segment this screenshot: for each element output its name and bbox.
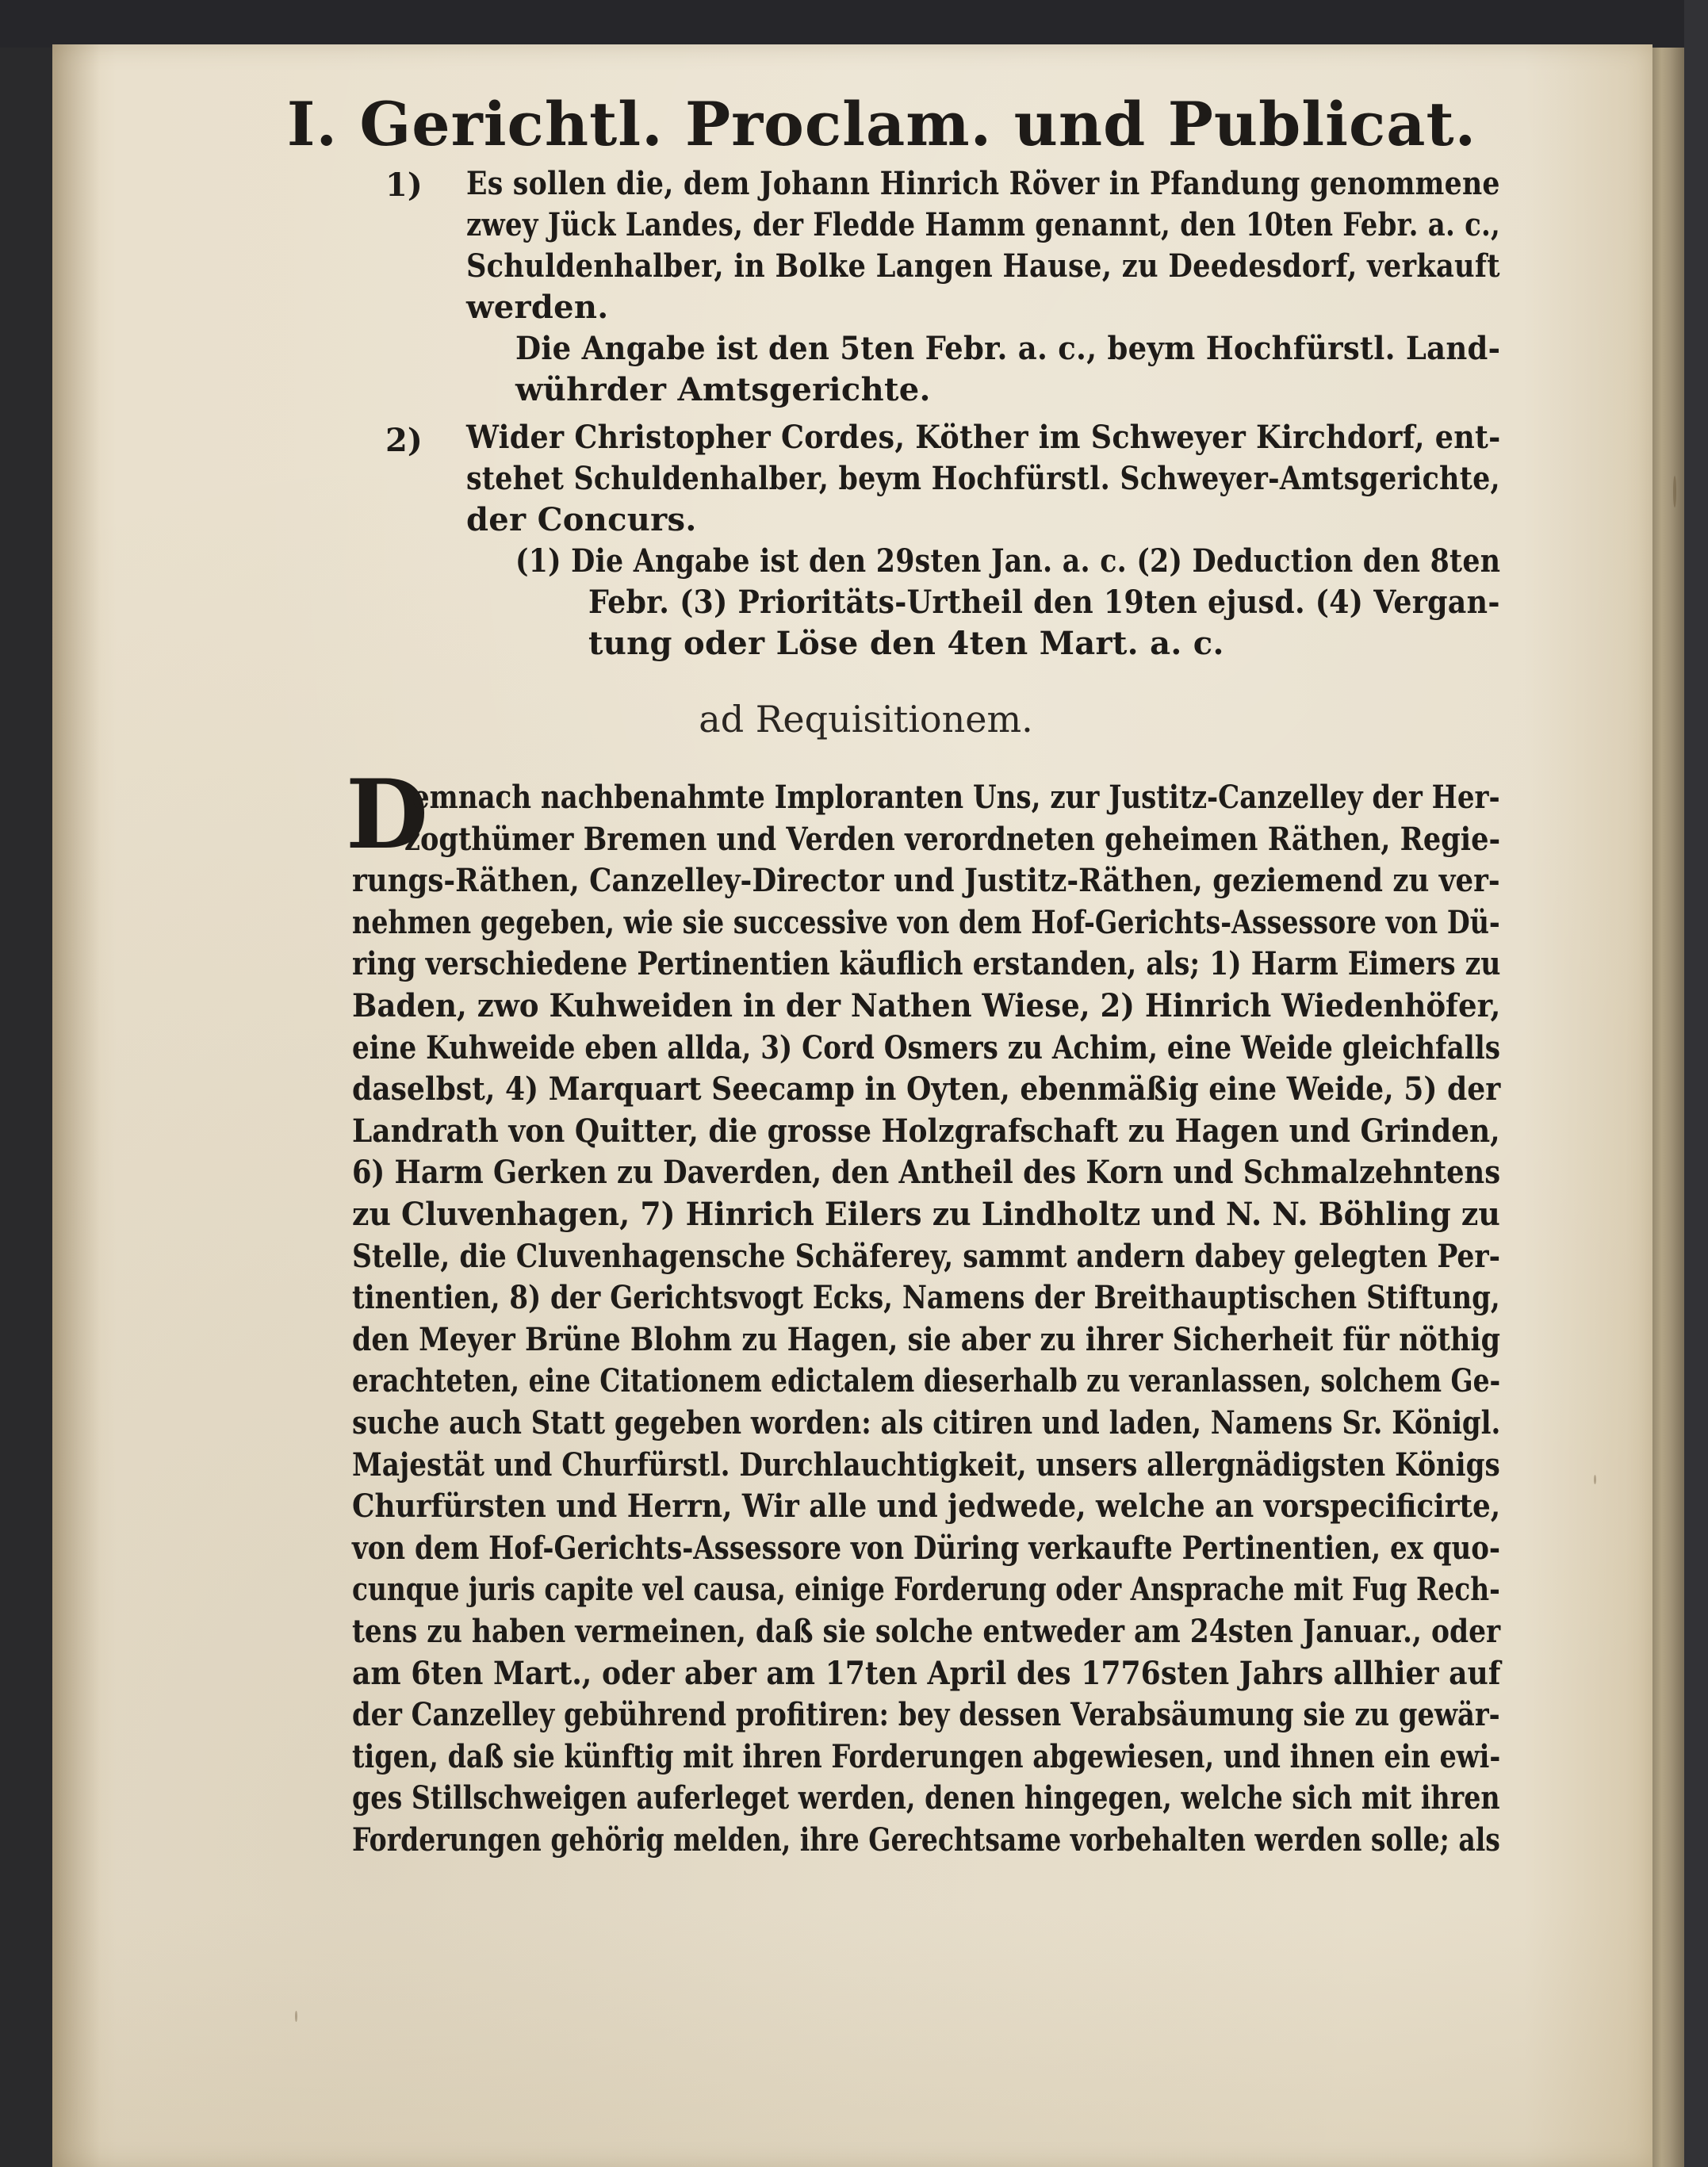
item1-subline: Die Angabe ist den 5ten Febr. a. c., beym Hochfürstl. Land- [515, 330, 1501, 367]
requisition-line: am 6ten Mart., oder aber am 17ten April des 1776sten Jahrs allhier auf [352, 1654, 1501, 1692]
requisition-line: ring verschiedene Pertinentien käuflich erstanden, als; 1) Harm Eimers zu [352, 945, 1501, 983]
requisition-line: zu Cluvenhagen, 7) Hinrich Eilers zu Lindholtz und N. N. Böhling zu [352, 1196, 1500, 1233]
page-lower-tone [52, 1911, 1652, 2167]
requisition-line: Forderungen gehörig melden, ihre Gerechtsame vorbehalten werden solle; als [352, 1821, 1500, 1859]
requisition-line: von dem Hof-Gerichts-Assessore von Düring verkaufte Pertinentien, ex quo- [352, 1529, 1501, 1567]
requisition-line: Baden, zwo Kuhweiden in der Nathen Wiese, 2) Hinrich Wiedenhöfer, [352, 987, 1501, 1024]
requisition-line: Stelle, die Cluvenhagensche Schäferey, sammt andern dabey gelegten Per- [352, 1237, 1501, 1275]
requisition-line: cunque juris capite vel causa, einige Forderung oder Ansprache mit Fug Rech- [352, 1571, 1500, 1609]
scan-background-top [0, 0, 1708, 48]
item2-line: der Concurs. [466, 501, 697, 538]
book-board-edge [1649, 48, 1684, 2167]
requisition-line: daselbst, 4) Marquart Seecamp in Oyten, ebenmäßig eine Weide, 5) der [352, 1070, 1501, 1108]
requisition-line: zogthümer Bremen und Verden verordneten geheimen Räthen, Regie- [404, 820, 1501, 858]
requisition-line: Churfürsten und Herrn, Wir alle und jedwede, welche an vorspecificirte, [352, 1487, 1501, 1526]
paper-speck [295, 2011, 297, 2022]
section-heading: ad Requisitionem. [699, 698, 1033, 741]
page-title [0, 89, 1708, 159]
item1-subline: wührder Amtsgerichte. [515, 371, 931, 408]
item1-line: werden. [466, 289, 609, 326]
requisition-line: emnach nachbenahmte Imploranten Uns, zur Justitz-Canzelley der Her- [412, 779, 1500, 816]
requisition-line: Landrath von Quitter, die grosse Holzgrafschaft zu Hagen und Grinden, [352, 1112, 1500, 1150]
item2-subline: Febr. (3) Prioritäts-Urtheil den 19ten ejusd. (4) Vergan- [588, 584, 1500, 621]
paper-speck [1673, 476, 1676, 507]
item2-line: stehet Schuldenhalber, beym Hochfürstl. Schweyer-Amtsgerichte, [466, 460, 1500, 497]
requisition-line: tens zu haben vermeinen, daß sie solche entweder am 24sten Januar., oder [352, 1613, 1501, 1650]
requisition-line: erachteten, eine Citationem edictalem dieserhalb zu veranlassen, solchem Ge- [352, 1362, 1501, 1400]
item-number-1: 1) [385, 167, 423, 204]
requisition-line: suche auch Statt gegeben worden: als citiren und laden, Namens Sr. Königl. [352, 1404, 1501, 1441]
scan-background-right [1684, 0, 1708, 2167]
requisition-line: 6) Harm Gerken zu Daverden, den Antheil des Korn und Schmalzehntens [352, 1154, 1501, 1192]
item-number-2: 2) [385, 422, 423, 459]
requisition-line: tinentien, 8) der Gerichtsvogt Ecks, Namens der Breithauptischen Stiftung, [352, 1279, 1500, 1317]
item2-line: Wider Christopher Cordes, Köther im Schweyer Kirchdorf, ent- [466, 419, 1501, 456]
item1-line: zwey Jück Landes, der Fledde Hamm genannt, den 10ten Febr. a. c., [466, 206, 1501, 243]
requisition-line: tigen, daß sie künftig mit ihren Forderungen abgewiesen, und ihnen ein ewi- [352, 1737, 1501, 1775]
spine-shadow [52, 44, 100, 2167]
item2-subline: (1) Die Angabe ist den 29sten Jan. a. c. (2) Deduction den 8ten [515, 542, 1501, 580]
item2-subline: tung oder Löse den 4ten Mart. a. c. [588, 625, 1224, 662]
page-title-text: I. Gerichtl. Proclam. und Publicat. [286, 89, 1477, 159]
drop-cap: D [346, 759, 429, 871]
requisition-line: rungs-Räthen, Canzelley-Director und Justitz-Räthen, geziemend zu ver- [352, 862, 1500, 900]
requisition-line: eine Kuhweide eben allda, 3) Cord Osmers zu Achim, eine Weide gleichfalls [352, 1028, 1500, 1066]
item1-line: Schuldenhalber, in Bolke Langen Hause, zu Deedesdorf, verkauft [466, 247, 1500, 285]
requisition-line: der Canzelley gebührend profitiren: bey dessen Verabsäumung sie zu gewär- [352, 1696, 1500, 1734]
item1-line: Es sollen die, dem Johann Hinrich Röver in Pfandung genommene [466, 165, 1500, 202]
requisition-line: nehmen gegeben, wie sie successive von dem Hof-Gerichts-Assessore von Dü- [352, 903, 1500, 941]
requisition-line: Majestät und Churfürstl. Durchlauchtigkeit, unsers allergnädigsten Königs [352, 1445, 1500, 1484]
requisition-line: den Meyer Brüne Blohm zu Hagen, sie aber zu ihrer Sicherheit für nöthig [352, 1320, 1500, 1358]
requisition-line: ges Stillschweigen auferleget werden, denen hingegen, welche sich mit ihren [352, 1779, 1500, 1817]
paper-speck [1594, 1475, 1596, 1484]
